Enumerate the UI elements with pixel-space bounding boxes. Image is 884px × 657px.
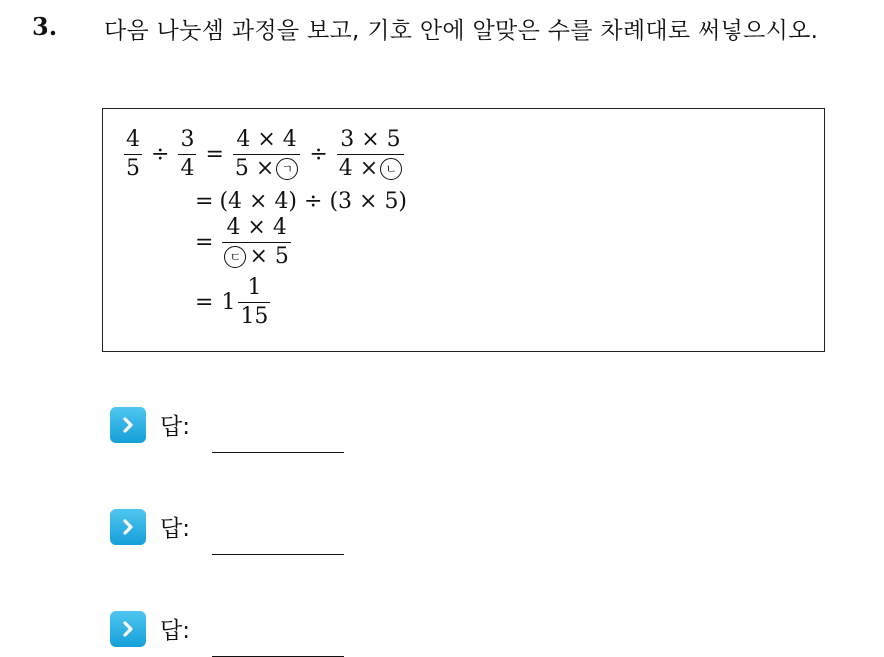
answer-label: 답: <box>160 414 190 440</box>
chevron-right-icon <box>110 509 146 545</box>
blank-nieun: ㄴ <box>380 158 402 180</box>
equation-line-3 <box>195 215 294 270</box>
numerator: 4 <box>126 127 140 152</box>
divide-sign: ÷ <box>151 142 170 167</box>
solution-box <box>102 108 825 352</box>
equation-line-4 <box>195 275 273 330</box>
fraction-blank-a <box>233 127 300 182</box>
numerator: 3 <box>180 127 195 152</box>
answer-label: 답: <box>160 618 190 644</box>
answer-row-1 <box>110 406 344 443</box>
divide-sign: ÷ <box>309 142 328 167</box>
equals-sign: = <box>195 189 214 214</box>
expression: (4 × 4) ÷ (3 × 5) <box>219 189 408 214</box>
numerator: 4 × 4 <box>226 215 287 240</box>
fraction-blank-c <box>222 215 290 270</box>
denominator: 5 × ㄱ <box>233 154 300 182</box>
numerator: 1 <box>247 275 262 300</box>
blank-giyeok: ㄱ <box>276 158 298 180</box>
blank-digeut: ㄷ <box>224 246 246 268</box>
denominator: ㄷ × 5 <box>222 242 290 270</box>
answer-row-3 <box>110 610 344 647</box>
equals-sign: = <box>195 290 214 315</box>
answer-blank[interactable] <box>212 518 344 555</box>
fraction-blank-b <box>337 127 404 182</box>
denominator: 4 <box>180 156 195 181</box>
answer-blank[interactable] <box>212 416 344 453</box>
numerator: 3 × 5 <box>340 127 401 152</box>
denominator: 4 × ㄴ <box>337 154 404 182</box>
mixed-whole: 1 <box>221 290 236 315</box>
question-text: 다음 나눗셈 과정을 보고, 기호 안에 알맞은 수를 차례대로 써넣으시오. <box>104 18 819 44</box>
answer-row-2 <box>110 508 344 545</box>
fraction-1-15 <box>238 275 270 330</box>
denominator: 5 <box>126 156 140 181</box>
equation-line-2 <box>195 189 407 214</box>
equation-line-1 <box>121 127 407 182</box>
chevron-right-icon <box>110 407 146 443</box>
fraction-3-4 <box>178 127 196 182</box>
answer-blank[interactable] <box>212 620 344 657</box>
answer-label: 답: <box>160 516 190 542</box>
equals-sign: = <box>195 230 214 255</box>
fraction-4-5 <box>124 127 142 182</box>
chevron-right-icon <box>110 611 146 647</box>
equals-sign: = <box>205 142 224 167</box>
numerator: 4 × 4 <box>236 127 297 152</box>
denominator: 15 <box>240 304 269 329</box>
question-number: 3. <box>32 12 58 41</box>
